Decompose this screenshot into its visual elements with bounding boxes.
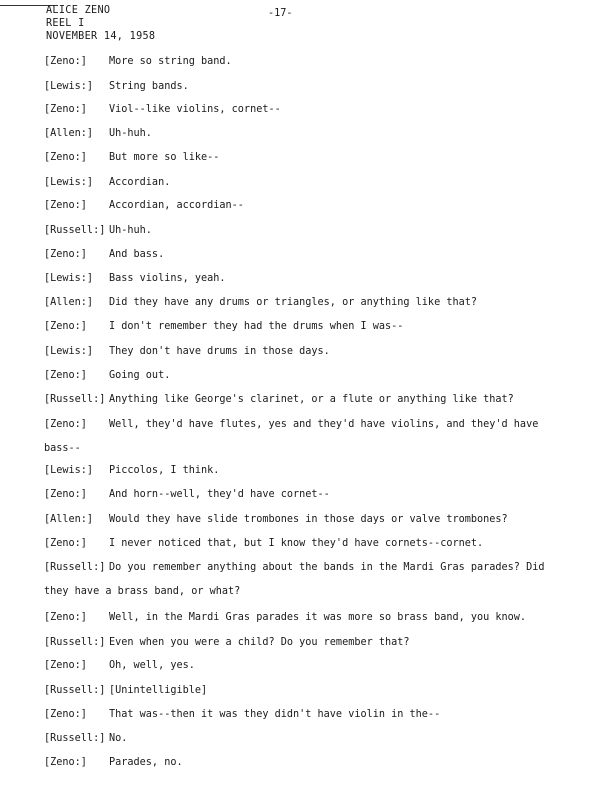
- speaker-label: [Russell:]: [44, 394, 106, 405]
- speech-text: Bass violins, yeah.: [109, 273, 226, 284]
- speaker-label: [Zeno:]: [44, 200, 87, 211]
- speech-text: String bands.: [109, 81, 189, 92]
- speech-continuation: bass--: [44, 443, 81, 454]
- speaker-label: [Zeno:]: [44, 104, 87, 115]
- speech-text: They don't have drums in those days.: [109, 346, 330, 357]
- speaker-label: [Zeno:]: [44, 152, 87, 163]
- speaker-label: [Zeno:]: [44, 56, 87, 67]
- speaker-label: [Zeno:]: [44, 419, 87, 430]
- speaker-label: [Russell:]: [44, 637, 106, 648]
- speaker-label: [Allen:]: [44, 514, 94, 525]
- speech-text: Accordian.: [109, 177, 171, 188]
- speech-text: More so string band.: [109, 56, 232, 67]
- speech-text: Uh-huh.: [109, 225, 152, 236]
- header-interviewee: ALICE ZENO: [46, 5, 111, 16]
- speaker-label: [Russell:]: [44, 733, 106, 744]
- page-number: -17-: [268, 8, 293, 19]
- speech-text: No.: [109, 733, 128, 744]
- speaker-label: [Allen:]: [44, 128, 94, 139]
- speech-text: Oh, well, yes.: [109, 660, 195, 671]
- speaker-label: [Zeno:]: [44, 538, 87, 549]
- speech-text: Uh-huh.: [109, 128, 152, 139]
- speech-text: And horn--well, they'd have cornet--: [109, 489, 330, 500]
- speech-text: That was--then it was they didn't have violin in the--: [109, 709, 441, 720]
- speech-text: Piccolos, I think.: [109, 465, 220, 476]
- speaker-label: [Lewis:]: [44, 346, 94, 357]
- header-reel: REEL I: [46, 18, 85, 29]
- speaker-label: [Lewis:]: [44, 177, 94, 188]
- speech-text: But more so like--: [109, 152, 220, 163]
- speaker-label: [Zeno:]: [44, 757, 87, 768]
- speech-text: [Unintelligible]: [109, 685, 208, 696]
- speaker-label: [Zeno:]: [44, 489, 87, 500]
- speech-text: Well, they'd have flutes, yes and they'd have violins, and they'd have: [109, 419, 539, 430]
- speaker-label: [Zeno:]: [44, 709, 87, 720]
- speech-text: Did they have any drums or triangles, or anything like that?: [109, 297, 478, 308]
- speech-text: Going out.: [109, 370, 171, 381]
- speaker-label: [Allen:]: [44, 297, 94, 308]
- speech-text: Well, in the Mardi Gras parades it was more so brass band, you know.: [109, 612, 527, 623]
- speech-text: Do you remember anything about the bands in the Mardi Gras parades? Did: [109, 562, 545, 573]
- speaker-label: [Lewis:]: [44, 81, 94, 92]
- speaker-label: [Russell:]: [44, 225, 106, 236]
- speech-text: Even when you were a child? Do you remember that?: [109, 637, 410, 648]
- speaker-label: [Zeno:]: [44, 321, 87, 332]
- speech-text: I don't remember they had the drums when I was--: [109, 321, 404, 332]
- speech-continuation: they have a brass band, or what?: [44, 586, 241, 597]
- speaker-label: [Lewis:]: [44, 465, 94, 476]
- speaker-label: [Russell:]: [44, 562, 106, 573]
- speech-text: Would they have slide trombones in those days or valve trombones?: [109, 514, 508, 525]
- speaker-label: [Zeno:]: [44, 612, 87, 623]
- header-date: NOVEMBER 14, 1958: [46, 31, 156, 42]
- speech-text: Anything like George's clarinet, or a flute or anything like that?: [109, 394, 514, 405]
- speech-text: And bass.: [109, 249, 165, 260]
- speaker-label: [Zeno:]: [44, 370, 87, 381]
- speech-text: Parades, no.: [109, 757, 183, 768]
- speech-text: I never noticed that, but I know they'd have cornets--cornet.: [109, 538, 484, 549]
- speaker-label: [Lewis:]: [44, 273, 94, 284]
- speech-text: Accordian, accordian--: [109, 200, 244, 211]
- speaker-label: [Zeno:]: [44, 249, 87, 260]
- speech-text: Viol--like violins, cornet--: [109, 104, 281, 115]
- speaker-label: [Russell:]: [44, 685, 106, 696]
- speaker-label: [Zeno:]: [44, 660, 87, 671]
